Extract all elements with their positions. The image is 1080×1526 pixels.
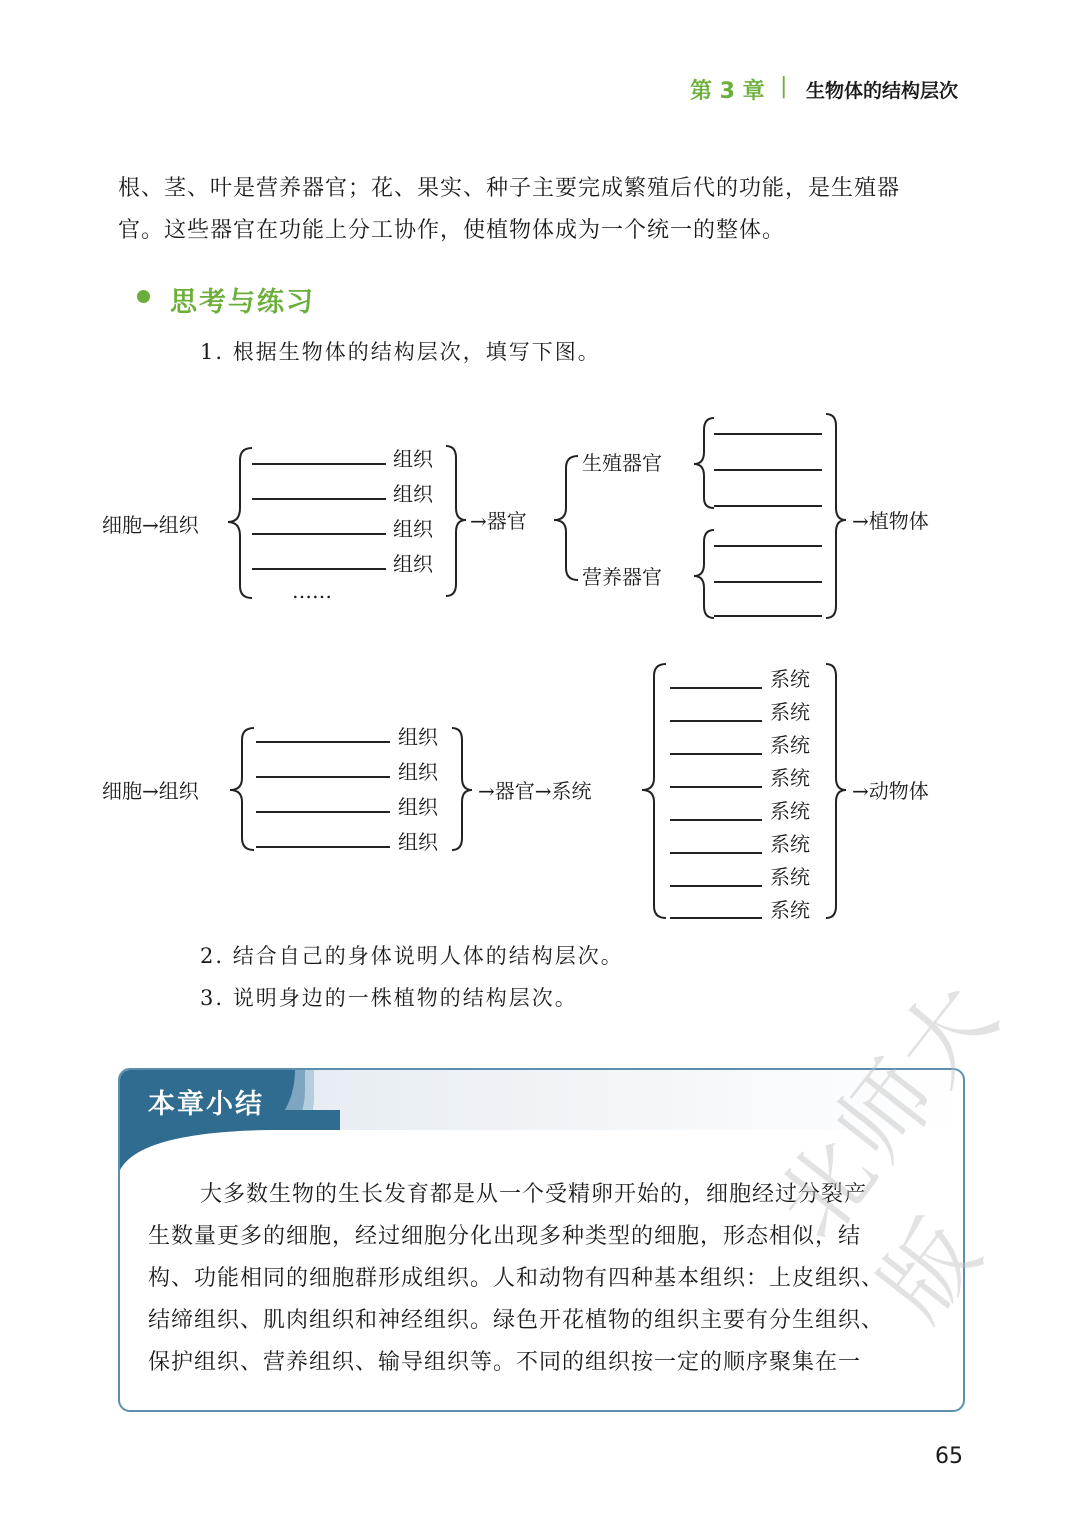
veg-organ-label: 营养器官 <box>582 565 662 589</box>
header-separator: | <box>780 74 788 99</box>
summary-line: 结缔组织、肌肉组织和神经组织。绿色开花植物的组织主要有分生组织、 <box>148 1308 885 1333</box>
system-label: 系统 <box>770 667 810 691</box>
chapter-label: 第 3 章 <box>690 79 765 104</box>
plant-result-label: →植物体 <box>852 509 929 533</box>
summary-line: 构、功能相同的细胞群形成组织。人和动物有四种基本组织：上皮组织、 <box>148 1266 885 1291</box>
plant-tissue-label: 组织 <box>393 517 433 541</box>
summary-line: 保护组织、营养组织、输导组织等。不同的组织按一定的顺序聚集在一 <box>148 1350 862 1375</box>
system-right-brace <box>826 664 846 918</box>
system-label: 系统 <box>770 700 810 724</box>
animal-start-label: 细胞→组织 <box>102 779 199 803</box>
page-number: 65 <box>935 1444 963 1469</box>
organ-split-brace <box>554 456 578 580</box>
section-bullet-icon <box>137 290 150 303</box>
chapter-title: 生物体的结构层次 <box>806 80 959 102</box>
system-label: 系统 <box>770 799 810 823</box>
question-2: 2. 结合自己的身体说明人体的结构层次。 <box>200 944 624 968</box>
veg-brace <box>694 530 714 618</box>
system-label: 系统 <box>770 766 810 790</box>
summary-line: 大多数生物的生长发育都是从一个受精卵开始的，细胞经过分裂产 <box>200 1182 868 1207</box>
repro-organ-label: 生殖器官 <box>582 451 662 475</box>
animal-tissue-label: 组织 <box>398 725 438 749</box>
system-label: 系统 <box>770 898 810 922</box>
animal-tissue-label: 组织 <box>398 795 438 819</box>
plant-organ-label: →器官 <box>470 509 527 533</box>
question-1: 1. 根据生物体的结构层次，填写下图。 <box>200 340 601 364</box>
system-left-brace <box>642 664 666 918</box>
repro-brace <box>694 418 714 508</box>
plant-ellipsis: …… <box>292 579 332 603</box>
animal-right-brace <box>452 728 472 850</box>
plant-left-brace <box>228 448 252 598</box>
system-label: 系统 <box>770 865 810 889</box>
animal-tissue-label: 组织 <box>398 830 438 854</box>
system-label: 系统 <box>770 733 810 757</box>
plant-final-brace <box>826 414 846 618</box>
plant-tissue-label: 组织 <box>393 447 433 471</box>
summary-title: 本章小结 <box>148 1089 264 1120</box>
plant-right-brace <box>446 446 466 596</box>
animal-left-brace <box>230 728 254 850</box>
section-title: 思考与练习 <box>170 287 315 318</box>
animal-tissue-label: 组织 <box>398 760 438 784</box>
animal-result-label: →动物体 <box>852 779 929 803</box>
animal-structure-diagram <box>0 656 1080 930</box>
system-label: 系统 <box>770 832 810 856</box>
intro-line-2: 官。这些器官在功能上分工协作，使植物体成为一个统一的整体。 <box>118 218 786 243</box>
publisher-watermark: 北师大版 <box>755 960 1022 1340</box>
plant-structure-diagram <box>0 400 1080 630</box>
question-3: 3. 说明身边的一株植物的结构层次。 <box>200 986 578 1010</box>
plant-tissue-label: 组织 <box>393 482 433 506</box>
summary-line: 生数量更多的细胞，经过细胞分化出现多种类型的细胞，形态相似，结 <box>148 1224 862 1249</box>
plant-start-label: 细胞→组织 <box>102 513 199 537</box>
plant-tissue-label: 组织 <box>393 552 433 576</box>
intro-line-1: 根、茎、叶是营养器官；花、果实、种子主要完成繁殖后代的功能，是生殖器 <box>118 176 901 201</box>
organ-system-label: →器官→系统 <box>478 779 592 803</box>
